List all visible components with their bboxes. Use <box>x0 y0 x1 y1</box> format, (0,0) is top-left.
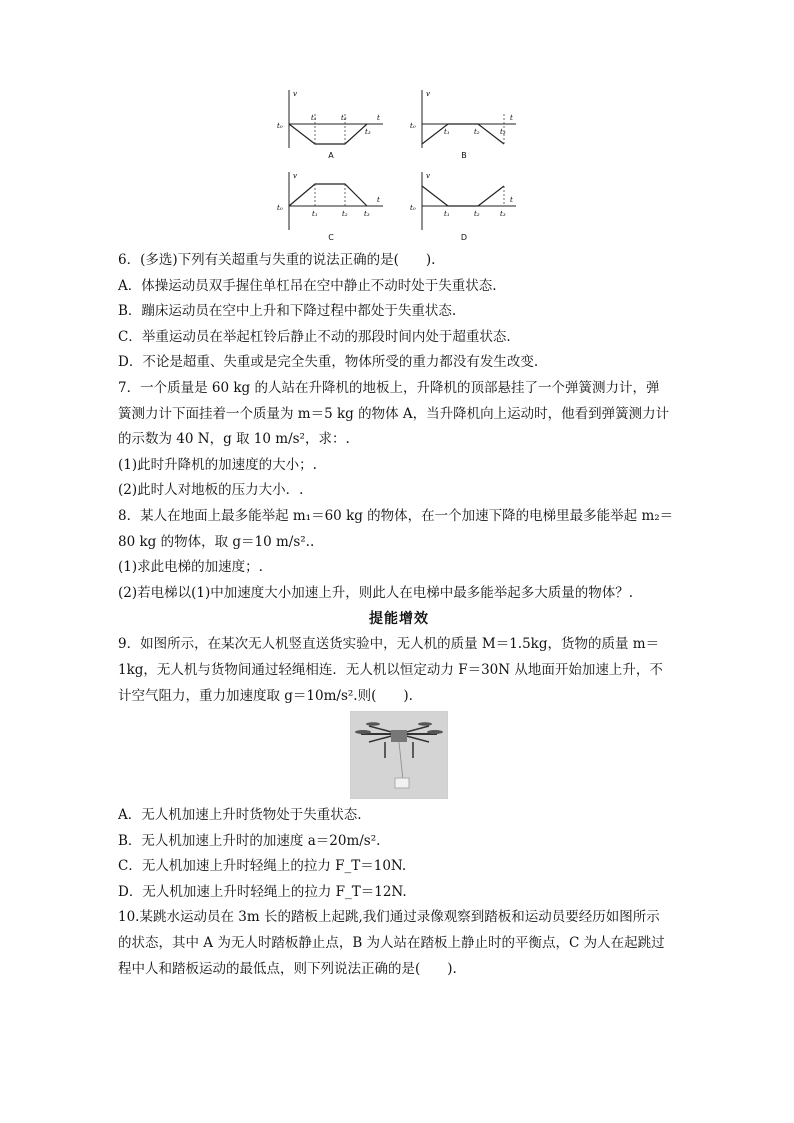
graph-a-t1: t₁ <box>311 114 317 122</box>
graph-d-t-label: t <box>510 196 513 204</box>
q7-line-1: 7．一个质量是 60 kg 的人站在升降机的地板上，升降机的顶部悬挂了一个弹簧测力计，弹 <box>118 379 660 396</box>
q10-line-3: 程中人和踏板运动的最低点，则下列说法正确的是( ). <box>118 960 457 977</box>
q9-option-b: B．无人机加速上升时的加速度 a＝20m/s². <box>118 832 381 849</box>
graph-d-t0: t₀ <box>410 204 416 212</box>
graph-b-t0: t₀ <box>410 122 416 130</box>
vt-graph-options <box>275 86 525 248</box>
q10-line-2: 的状态，其中 A 为无人时踏板静止点，B 为人站在踏板上静止时的平衡点，C 为人在起跳过 <box>118 935 665 952</box>
q6-option-a: A．体操运动员双手握住单杠吊在空中静止不动时处于失重状态. <box>118 277 497 294</box>
q9-line-3: 计空气阻力，重力加速度取 g＝10m/s².则( ). <box>118 687 413 704</box>
q6-option-d: D．不论是超重、失重或是完全失重，物体所受的重力都没有发生改变. <box>118 354 539 371</box>
drone-photo <box>350 711 448 799</box>
graph-d-label: D <box>460 233 468 242</box>
q9-option-a: A．无人机加速上升时货物处于失重状态. <box>118 807 362 824</box>
q7-line-2: 簧测力计下面挂着一个质量为 m＝5 kg 的物体 A，当升降机向上运动时，他看到弹簧测力计 <box>118 405 670 422</box>
q8-line-1: 8．某人在地面上最多能举起 m₁＝60 kg 的物体，在一个加速下降的电梯里最多能举起 m₂＝ <box>118 507 674 524</box>
question-content <box>118 248 680 982</box>
graph-a-label: A <box>328 151 334 160</box>
graph-c-t3: t₃ <box>364 210 370 218</box>
q6-option-b: B．蹦床运动员在空中上升和下降过程中都处于失重状态. <box>118 303 457 320</box>
drone-icon <box>351 712 447 798</box>
graph-b-label: B <box>461 151 467 160</box>
q7-line-3: 的示数为 40 N，g 取 10 m/s²，求：. <box>118 431 350 448</box>
graph-a-t0: t₀ <box>277 122 283 130</box>
q7-sub-1: (1)此时升降机的加速度的大小；. <box>118 456 317 473</box>
graph-b-v-label: v <box>426 90 430 98</box>
q9-line-1: 9．如图所示，在某次无人机竖直送货实验中，无人机的质量 M＝1.5kg，货物的质量 m＝ <box>118 636 660 653</box>
graph-d-t3: t₃ <box>500 210 506 218</box>
graph-c-label: C <box>328 233 334 242</box>
q7-sub-2: (2)此时人对地板的压力大小．. <box>118 482 304 499</box>
q9-option-c: C．无人机加速上升时轻绳上的拉力 F_T＝10N. <box>118 858 407 875</box>
graph-c-t2: t₂ <box>342 210 348 218</box>
graph-d-v-label: v <box>426 172 430 180</box>
graph-a-t2: t₂ <box>341 114 347 122</box>
graph-a <box>275 86 387 164</box>
graph-a-t3: t₃ <box>365 128 371 136</box>
graph-b-t-label: t <box>510 114 513 122</box>
section-title: 提能增效 <box>369 611 429 628</box>
graph-b <box>408 86 520 164</box>
graph-d-t2: t₂ <box>474 210 480 218</box>
graph-d <box>408 168 520 246</box>
graph-c <box>275 168 387 246</box>
graph-c-t0: t₀ <box>277 204 283 212</box>
graph-d-t1: t₁ <box>444 210 450 218</box>
q6-option-c: C．举重运动员在举起杠铃后静止不动的那段时间内处于超重状态. <box>118 328 511 345</box>
graph-a-t-label: t <box>377 114 380 122</box>
graph-c-v-label: v <box>293 172 297 180</box>
q10-line-1: 10.某跳水运动员在 3m 长的踏板上起跳,我们通过录像观察到踏板和运动员要经历如图所示 <box>118 909 660 926</box>
q8-sub-1: (1)求此电梯的加速度；. <box>118 559 263 576</box>
q8-sub-2: (2)若电梯以(1)中加速度大小加速上升，则此人在电梯中最多能举起多大质量的物体？. <box>118 584 634 601</box>
q9-line-2: 1kg，无人机与货物间通过轻绳相连．无人机以恒定动力 F＝30N 从地面开始加速上升，不 <box>118 661 663 678</box>
q6-stem: 6．(多选)下列有关超重与失重的说法正确的是( ). <box>118 252 436 268</box>
graph-b-t3: t₃ <box>500 128 506 136</box>
graph-b-t1: t₁ <box>444 128 450 136</box>
graph-b-t2: t₂ <box>474 128 480 136</box>
q9-option-d: D．无人机加速上升时轻绳上的拉力 F_T＝12N. <box>118 883 407 900</box>
q8-line-2: 80 kg 的物体，取 g＝10 m/s².. <box>118 533 315 550</box>
graph-c-t-label: t <box>377 196 380 204</box>
graph-a-v-label: v <box>293 90 297 98</box>
graph-c-t1: t₁ <box>312 210 318 218</box>
